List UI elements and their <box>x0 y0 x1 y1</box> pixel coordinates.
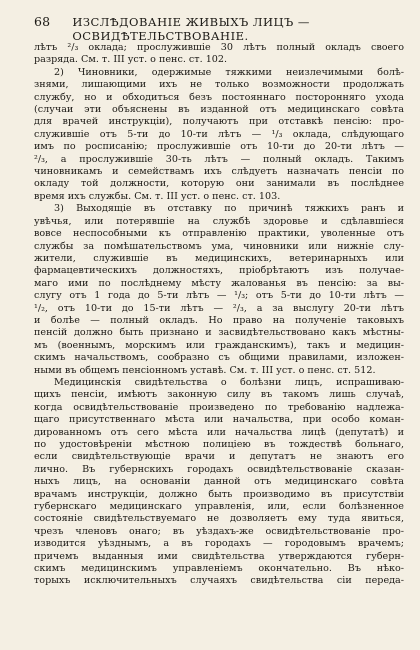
text-line: состояніе свидѣтельствуемаго не дозволяетъ ему туда явиться, <box>34 513 404 525</box>
text-line: скимъ начальствомъ, сообразно съ общими правилами, изложен- <box>34 352 404 364</box>
text-line: службу, но и обходиться безъ постояннаго посторонняго ухода <box>34 91 404 103</box>
text-line: чиновникамъ и семействамъ ихъ слѣдуетъ назначать пенсіи по <box>34 166 404 178</box>
text-line: щихъ пенсіи, имѣютъ законную силу въ такомъ лишь случаѣ, <box>34 389 404 401</box>
text-line: лѣтъ ²/₃ оклада; прослужившіе 30 лѣтъ полный окладъ своего <box>34 42 404 53</box>
text-line: по удостовѣреніи мѣстною полиціею въ тождествѣ больнаго, <box>34 439 404 450</box>
text-line: фармацевтическихъ должностяхъ, пріобрѣтаютъ изъ получае- <box>34 265 404 277</box>
text-line: пенсій должно быть признано и засвидѣтельствовано какъ мѣстны- <box>34 327 404 339</box>
running-title: ИЗСЛѢДОВАНІЕ ЖИВЫХЪ ЛИЦЪ — ОСВИДѢТЕЛЬСТВОВАНІЕ. <box>72 15 310 43</box>
text-line: дированномъ отъ сего мѣста или начальства лицѣ (депутатѣ) и <box>34 426 404 438</box>
text-line: Медицинскія свидѣтельства о болѣзни лицъ, испрашиваю- <box>54 376 404 388</box>
text-line: (случаи эти объяснены въ изданной отъ медицинскаго совѣта <box>34 104 404 116</box>
text-line: ныхъ лицъ, на основаніи данной отъ медицинскаго совѣта <box>34 476 404 488</box>
page-header <box>34 14 404 43</box>
text-line: окладу той должности, которую они занимали въ послѣднее <box>34 178 404 190</box>
text-line: жители, служившіе въ медицинскихъ, ветеринарныхъ или <box>34 252 404 264</box>
text-line: изводится уѣзднымъ, а въ городахъ — городовымъ врачемъ; <box>34 538 404 550</box>
text-line: время ихъ службы. См. т. III уст. о пенс. ст. 103. <box>34 190 281 202</box>
text-line: лично. Въ губернскихъ городахъ освидѣтельствованіе сказан- <box>34 463 404 475</box>
text-line: 3) Выходящіе въ отставку по причинѣ тяжкихъ ранъ и <box>54 203 404 215</box>
text-line: когда освидѣтельствованіе произведено по требованію надлежа- <box>34 401 404 413</box>
text-line: губернскаго медицинскаго управленія, или, если болѣзненное <box>34 501 404 513</box>
text-line: торыхъ исключительныхъ случаяхъ свидѣтельства сіи переда- <box>34 575 404 587</box>
text-line: разряда. См. т. III уст. о пенс. ст. 102. <box>34 54 228 66</box>
text-line: службы за помѣшательствомъ ума, чиновники или нижніе слу- <box>34 240 404 252</box>
text-line: и болѣе — полный окладъ. Но право на полученіе таковыхъ <box>34 314 404 326</box>
body-text <box>34 42 404 588</box>
text-line: мъ (военнымъ, морскимъ или гражданскимъ), такъ и медицин- <box>34 339 404 351</box>
text-line: ными въ общемъ пенсіонномъ уставѣ. См. т. III уст. о пенс. ст. 512. <box>34 364 376 376</box>
text-line: имъ по росписанію; прослужившіе отъ 10-ти до 20-ти лѣтъ — <box>34 141 404 153</box>
text-line: скимъ медицинскимъ управленіемъ окончательно. Въ нѣко- <box>34 563 404 575</box>
text-line: ¹/₂, отъ 10-ти до 15-ти лѣтъ — ²/₃, а за выслугу 20-ти лѣтъ <box>34 302 404 314</box>
text-line: знями, лишающими ихъ не только возможности продолжать <box>34 79 404 91</box>
text-line: 2) Чиновники, одержимые тяжкими неизлечимыми болѣ- <box>54 66 404 78</box>
text-line: вовсе неспособными къ отправленію практики, уволенные отъ <box>34 228 404 240</box>
text-line: если свидѣтельствующіе врачи и депутатъ не знаютъ его <box>34 451 404 463</box>
text-line: маго ими по послѣднему мѣсту жалованья въ пенсію: за вы- <box>34 277 404 289</box>
text-line: увѣчья, или потерявшіе на службѣ здоровье и сдѣлавшіеся <box>34 215 404 227</box>
text-line: причемъ выданныя ими свидѣтельства утверждаются губерн- <box>34 550 404 562</box>
text-line: для врачей инструкціи), получаютъ при отставкѣ пенсію: про- <box>34 116 404 128</box>
text-line: чрезъ членовъ онаго; въ уѣздахъ-же освидѣтельствованіе про- <box>34 525 404 537</box>
text-line: слугу отъ 1 года до 5-ти лѣтъ — ¹/₃; отъ 5-ти до 10-ти лѣтъ — <box>34 290 404 302</box>
text-line: служившіе отъ 5-ти до 10-ти лѣтъ — ¹/₃ оклада, слѣдующаго <box>34 128 404 140</box>
text-line: врачамъ инструкціи, должно быть производимо въ присутствіи <box>34 488 404 500</box>
page-number: 68 <box>34 14 51 29</box>
text-line: ²/₃, а прослужившіе 30-ть лѣтъ — полный окладъ. Такимъ <box>34 153 404 165</box>
text-line: щаго присутственнаго мѣста или начальства, при особо коман- <box>34 414 404 426</box>
